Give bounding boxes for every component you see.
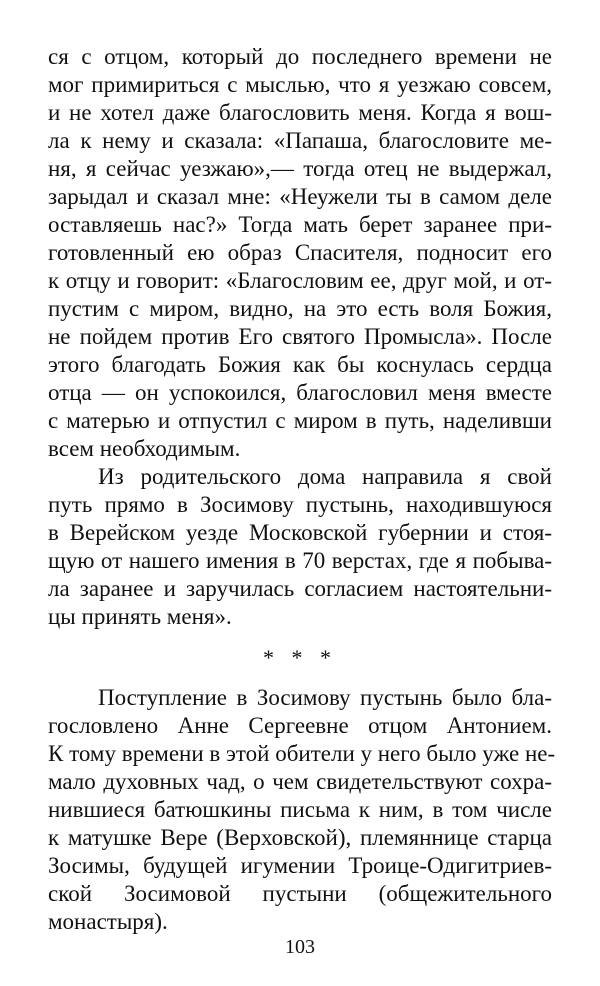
text-line: всем необходимым. (48, 436, 241, 461)
text-line: и не хотел даже благословить меня. Когда я вош- (48, 100, 552, 125)
text-line: с матерью и отпустил с миром в путь, наделивши (48, 408, 552, 433)
text-line: ла заранее и заручилась согласием настоятельни- (48, 576, 552, 601)
text-line: к отцу и говорит: «Благословим ее, друг мой, и от- (48, 268, 552, 293)
text-line: не пойдем против Его святого Промысла». После (48, 324, 552, 349)
text-line: отца — он успокоился, благословил меня вместе (48, 380, 552, 405)
text-line: ской Зосимовой пустыни (общежительного (48, 881, 552, 906)
text-line: пустим с миром, видно, на это есть воля Божия, (48, 296, 552, 321)
text-line: Из родительского дома направила я свой (98, 464, 552, 489)
text-line: этого благодать Божия как бы коснулась сердца (48, 352, 552, 377)
text-line: нившиеся батюшкины письма к ним, в том числе (48, 797, 552, 822)
text-line: в Верейском уезде Московской губернии и стоя- (48, 520, 552, 545)
text-line: путь прямо в Зосимову пустынь, находившуюся (48, 492, 552, 517)
text-line: гословлено Анне Сергеевне отцом Антонием. (48, 713, 552, 738)
page-number: 103 (285, 936, 315, 958)
text-line: К тому времени в этой обители у него было уже не- (48, 741, 556, 766)
text-line: Зосимы, будущей игумении Троице-Одигитриев- (48, 853, 552, 878)
text-line: монастыря). (48, 909, 168, 934)
text-line: мог примириться с мыслью, что я уезжаю совсем, (48, 72, 552, 97)
text-line: ня, я сейчас уезжаю»,— тогда отец не выдержал, (48, 156, 552, 181)
text-line: ла к нему и сказала: «Папаша, благословите ме- (48, 128, 552, 153)
text-line: готовленный ею образ Спасителя, подносит его (48, 240, 552, 265)
section-separator: * * * (263, 645, 337, 670)
text-line: Поступление в Зосимову пустынь было бла- (98, 685, 552, 710)
text-line: оставляешь нас?» Тогда мать берет заранее при- (48, 212, 552, 237)
text-line: к матушке Вере (Верховской), племяннице старца (48, 825, 552, 850)
text-line: цы принять меня». (48, 604, 232, 629)
text-line: мало духовных чад, о чем свидетельствуют сохра- (48, 769, 552, 794)
text-line: зарыдал и сказал мне: «Неужели ты в самом деле (48, 184, 552, 209)
text-line: щую от нашего имения в 70 верстах, где я побыва- (48, 548, 552, 573)
text-line: ся с отцом, который до последнего времени не (48, 44, 552, 69)
